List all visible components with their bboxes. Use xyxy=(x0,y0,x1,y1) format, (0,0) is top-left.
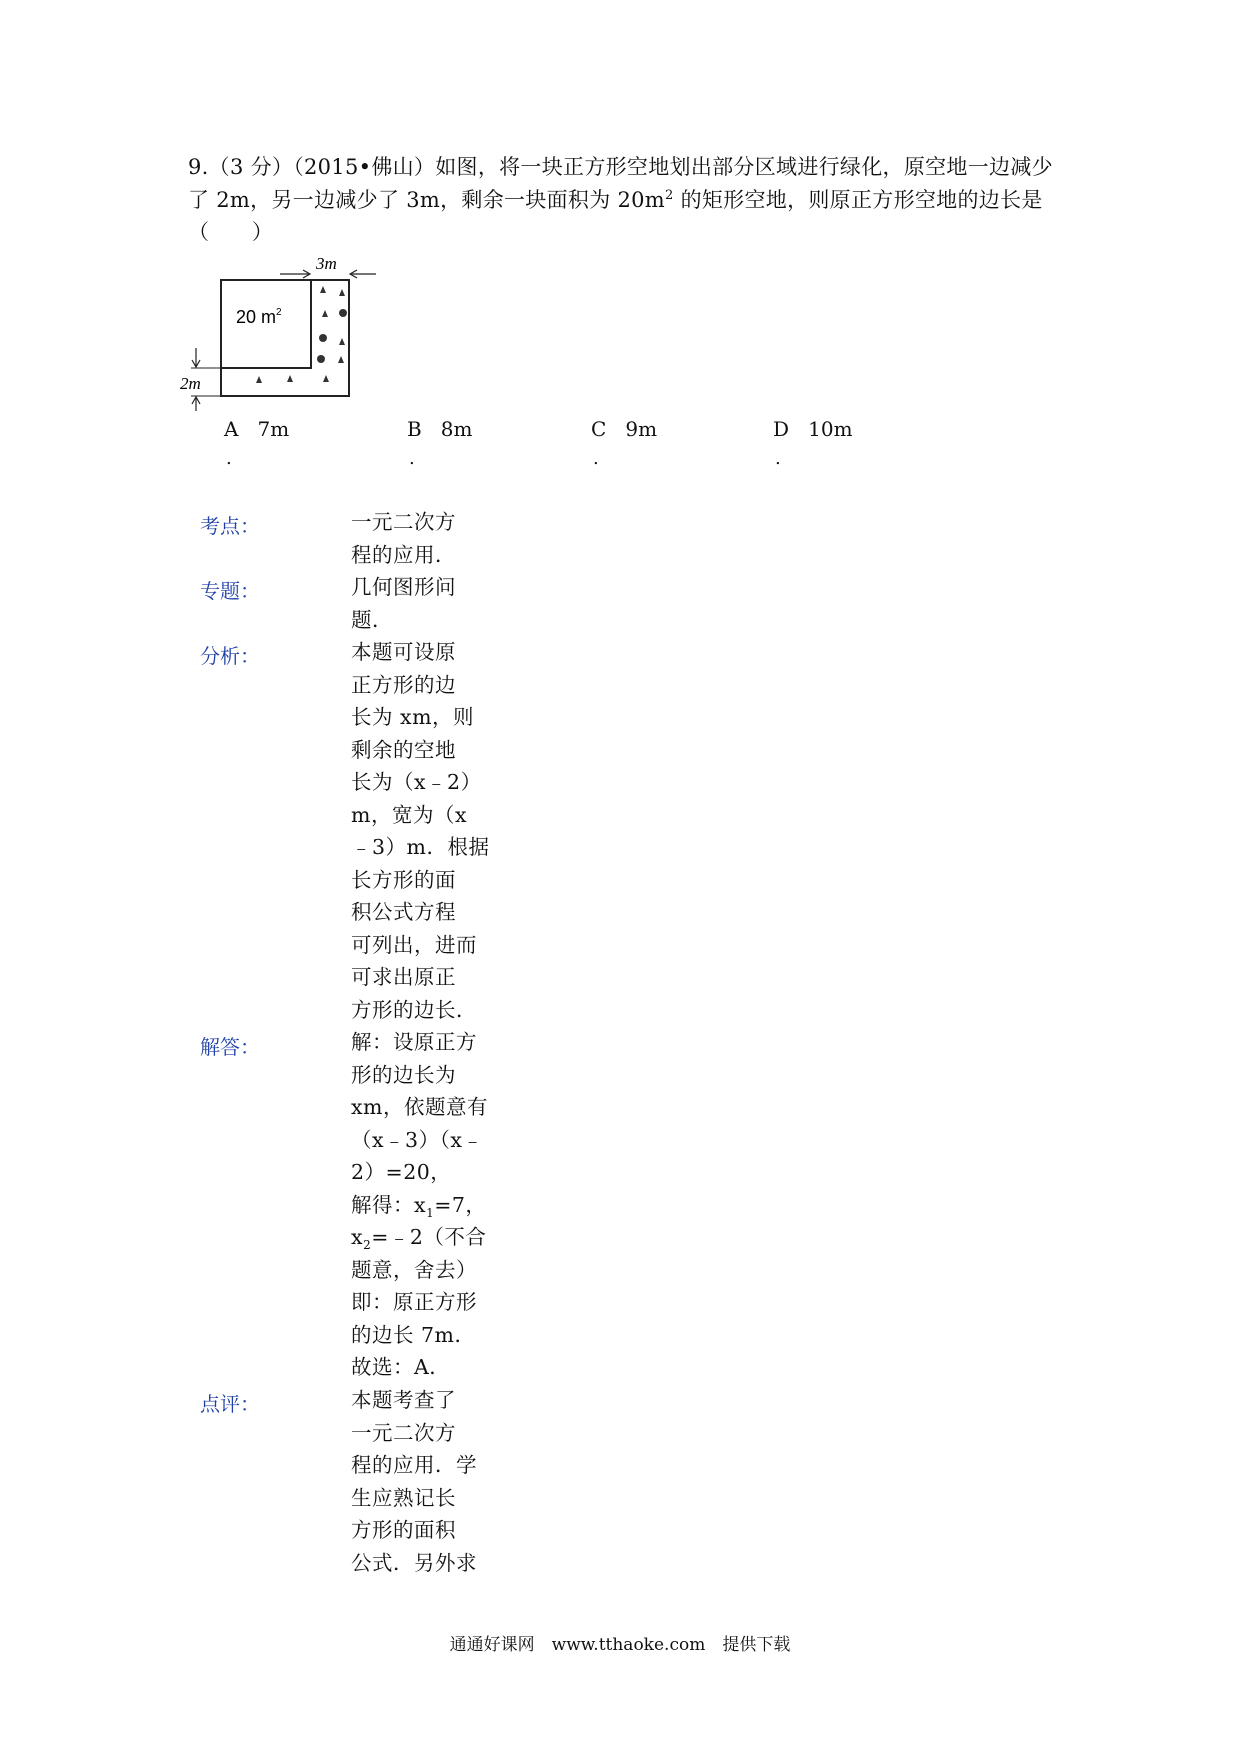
option-a xyxy=(224,415,290,469)
area-label: 20 $m^2$ xyxy=(236,307,282,327)
dianping-line: 方形的面积 xyxy=(351,1518,456,1542)
side-dimension-label: 2m xyxy=(180,374,201,393)
dianping-line: 一元二次方 xyxy=(351,1420,456,1445)
dianping-line: 程的应用．学 xyxy=(351,1453,477,1477)
zhuanti-content xyxy=(351,571,491,636)
kaodian-line: 一元二次方 xyxy=(351,510,456,534)
dianping-line: 公式．另外求 xyxy=(351,1550,477,1575)
question-line-1 xyxy=(188,151,1053,183)
label-zhuanti: 专题： xyxy=(200,579,260,603)
fenxi-content xyxy=(351,636,491,1026)
label-dianping: 点评： xyxy=(200,1392,260,1416)
fenxi-line: 正方形的边 xyxy=(351,672,456,697)
zhuanti-line: 几何图形问 xyxy=(351,575,456,599)
figure-diagram xyxy=(180,254,388,419)
fenxi-line: ﹣3）m．根据 xyxy=(351,835,490,859)
label-kaodian: 考点： xyxy=(200,514,260,538)
label-fenxi: 分析： xyxy=(200,644,260,668)
question-text-line-1: 如图，将一块正方形空地划出部分区域进行绿化，原空地一边减少 xyxy=(435,155,1053,179)
fenxi-line: 积公式方程 xyxy=(351,900,456,924)
jieda-line: （x﹣3）（x﹣ xyxy=(351,1127,484,1152)
jieda-line: xm，依题意有 xyxy=(351,1095,488,1119)
option-a-text: 7m xyxy=(257,417,290,441)
question-text-line-2b: 的矩形空地，则原正方形空地的边长是 xyxy=(673,188,1043,212)
option-a-letter: A xyxy=(224,417,239,441)
question-source: （2015•佛山） xyxy=(293,155,436,179)
option-c xyxy=(591,415,658,469)
fenxi-line: 本题可设原 xyxy=(351,640,456,664)
option-b-letter: B xyxy=(407,417,422,441)
outer-square xyxy=(221,280,349,396)
question-score: （3 分） xyxy=(208,155,294,179)
jieda-line: 的边长 7m． xyxy=(351,1322,476,1347)
option-d xyxy=(773,415,853,469)
option-b-dot: . xyxy=(409,448,415,469)
jieda-content xyxy=(351,1026,491,1384)
jieda-line: 故选：A． xyxy=(351,1355,451,1379)
jieda-line: 解：设原正方 xyxy=(351,1030,477,1054)
option-c-letter: C xyxy=(591,417,607,441)
option-d-text: 10m xyxy=(808,417,853,441)
question-text-line-2a: 了 2m，另一边减少了 3m，剩余一块面积为 20m xyxy=(188,188,666,212)
square-field-diagram xyxy=(180,254,388,415)
option-d-dot: . xyxy=(775,448,781,469)
jieda-line: 即：原正方形 xyxy=(351,1290,477,1314)
kaodian-content xyxy=(351,506,491,571)
fenxi-line: 长为（x﹣2） xyxy=(351,770,482,794)
option-d-letter: D xyxy=(773,417,790,441)
fenxi-line: 长为 xm，则 xyxy=(351,705,475,729)
dianping-content xyxy=(351,1384,491,1579)
jieda-solution-1: 解得：$x_1=7$， xyxy=(351,1192,487,1220)
option-b xyxy=(407,415,473,469)
fenxi-line: 方形的边长． xyxy=(351,997,477,1022)
option-b-text: 8m xyxy=(440,417,473,441)
jieda-solution-2: $x_2=﹣2$（不合 xyxy=(351,1225,487,1253)
fenxi-line: 剩余的空地 xyxy=(351,737,456,762)
answer-blank: （ ） xyxy=(188,220,274,244)
jieda-line: 题意，舍去） xyxy=(351,1257,477,1282)
zhuanti-line: 题． xyxy=(351,607,393,632)
fenxi-line: 长方形的面 xyxy=(351,867,456,892)
jieda-line: 形的边长为 xyxy=(351,1062,456,1087)
question-number: 9. xyxy=(188,155,209,179)
option-c-text: 9m xyxy=(625,417,658,441)
kaodian-line: 程的应用． xyxy=(351,542,456,567)
question-superscript: 2 xyxy=(665,188,674,203)
fenxi-line: m，宽为（x xyxy=(351,802,467,827)
page-footer: 通通好课网 www.tthaoke.com 提供下载 xyxy=(449,1635,791,1655)
question-line-2 xyxy=(188,184,1043,216)
fenxi-line: 可列出，进而 xyxy=(351,932,477,957)
dianping-line: 生应熟记长 xyxy=(351,1485,456,1510)
option-c-dot: . xyxy=(593,448,599,469)
jieda-line: 2）=20， xyxy=(351,1160,452,1184)
fenxi-line: 可求出原正 xyxy=(351,965,456,989)
top-dimension-label: 3m xyxy=(316,254,337,273)
option-a-dot: . xyxy=(226,448,232,469)
label-jieda: 解答： xyxy=(200,1035,260,1059)
dianping-line: 本题考查了 xyxy=(351,1388,456,1412)
